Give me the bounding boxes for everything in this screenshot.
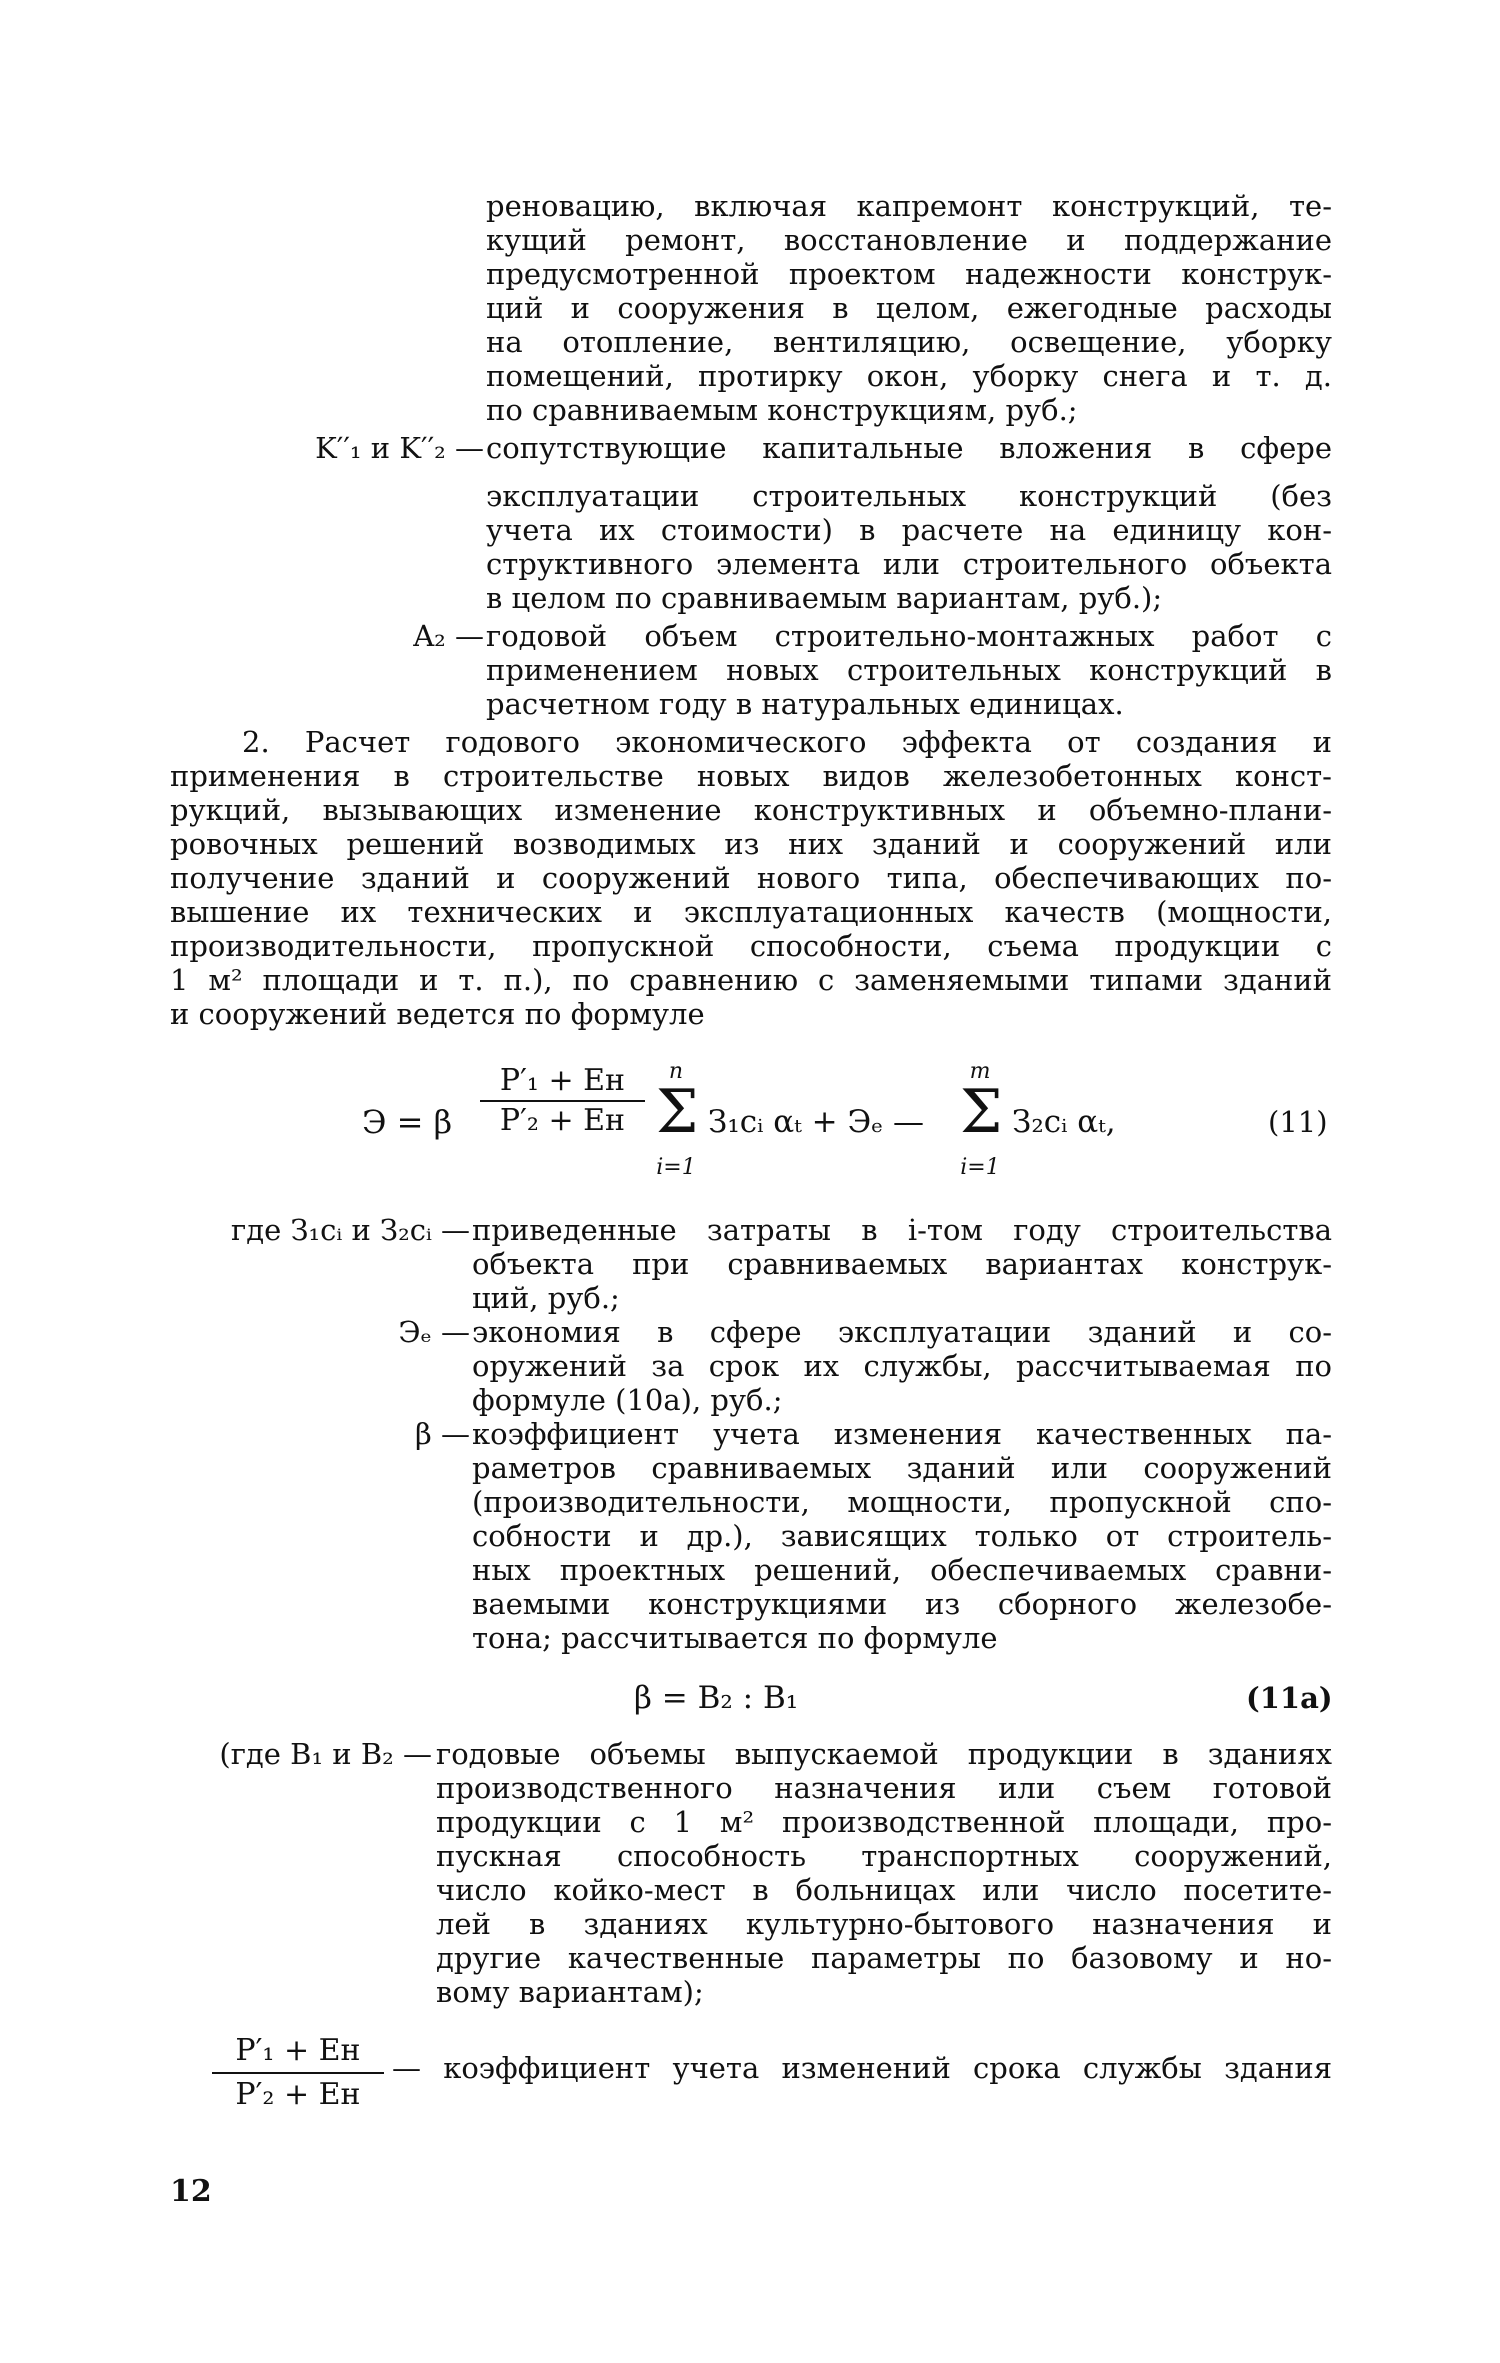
fraction-denominator: P′₂ + Eн [499,1103,626,1138]
text-line: на отопление, вентиляцию, освещение, уборку [486,325,1332,359]
beta-label: β — [415,1417,470,1451]
text-line: реновацию, включая капремонт конструкций, те- [486,189,1332,223]
where-label: где З₁cᵢ и З₂cᵢ — [231,1213,470,1247]
text-line: тона; рассчитывается по формуле [472,1621,998,1655]
text-line: другие качественные параметры по базовому и но- [436,1941,1332,1975]
text-line: продукции с 1 м² производственной площади, про- [436,1805,1332,1839]
text-line: пускная способность транспортных сооружений, [436,1839,1332,1873]
text-line: собности и др.), зависящих только от строитель- [472,1519,1332,1553]
fraction-numerator: P′₁ + Eн [235,2033,361,2068]
sum-sign: Σ [656,1077,699,1147]
text-line: ных проектных решений, обеспечиваемых сравни- [472,1553,1332,1587]
text-line: годовые объемы выпускаемой продукции в зданиях [436,1737,1332,1771]
sum-lower-limit: i=1 [656,1155,696,1180]
sum-lower-limit: i=1 [960,1155,1000,1180]
text-line: коэффициент учета изменения качественных па- [472,1417,1332,1451]
sum-sign: Σ [960,1077,1003,1147]
text-line: ваемыми конструкциями из сборного железобе- [472,1587,1332,1621]
text-line: вому вариантам); [436,1975,704,2009]
text-line: в целом по сравниваемым вариантам, руб.); [486,581,1163,615]
text-line: структивного элемента или строительного объекта [486,547,1332,581]
text-line: кущий ремонт, восстановление и поддержание [486,223,1332,257]
text-line: помещений, протирку окон, уборку снега и т. д. [486,359,1332,393]
text-line: и сооружений ведется по формуле [170,997,705,1031]
text-line: расчетном году в натуральных единицах. [486,687,1124,721]
text-line: число койко-мест в больницах или число посетите- [436,1873,1332,1907]
text-line: вышение их технических и эксплуатационных качеств (мощности, [170,895,1332,929]
text-line: учета их стоимости) в расчете на единицу кон- [486,513,1332,547]
text-line: 2. Расчет годового экономического эффекта от создания и [242,725,1332,759]
service-life-fraction [212,2030,384,2116]
text-line: формуле (10а), руб.; [472,1383,783,1417]
text-line: эксплуатации строительных конструкций (без [486,479,1332,513]
text-line: 1 м² площади и т. п.), по сравнению с заменяемыми типами зданий [170,963,1332,997]
formula-term: З₁cᵢ αₜ + Эₑ — [708,1104,925,1140]
text-line: годовой объем строительно-монтажных работ с [486,619,1332,653]
text-line: производительности, пропускной способности, съема продукции с [170,929,1332,963]
k-label: K′′₁ и K′′₂ — [315,431,484,465]
page-number: 12 [170,2174,212,2209]
equation-number: (11) [1268,1105,1328,1139]
text-line: ций и сооружения в целом, ежегодные расходы [486,291,1332,325]
text-line: применением новых строительных конструкций в [486,653,1332,687]
formula-fraction [480,1062,645,1140]
text-line: оружений за срок их службы, рассчитываемая по [472,1349,1332,1383]
text-line: производственного назначения или съем готовой [436,1771,1332,1805]
sum-upper-limit: n [668,1059,684,1084]
formula-lhs: Э = β [362,1103,453,1141]
b-label: (где B₁ и B₂ — [219,1737,432,1771]
text-line: сопутствующие капитальные вложения в сфере [486,431,1332,465]
text-line: приведенные затраты в i-том году строительства [472,1213,1332,1247]
sum-upper-limit: m [969,1059,991,1084]
text-line: ровочных решений возводимых из них зданий и сооружений или [170,827,1332,861]
text-line: лей в зданиях культурно-бытового назначения и [436,1907,1332,1941]
text-line: ций, руб.; [472,1281,620,1315]
ee-label: Эₑ — [398,1315,470,1349]
a2-label: A₂ — [413,619,484,653]
text-line: применения в строительстве новых видов железобетонных конст- [170,759,1332,793]
text-line: (производительности, мощности, пропускной спо- [472,1485,1332,1519]
text-line: по сравниваемым конструкциям, руб.; [486,393,1078,427]
text-line: рукций, вызывающих изменение конструктивных и объемно-плани- [170,793,1332,827]
formula-11a: β = B₂ : B₁ [634,1680,799,1716]
text-line: раметров сравниваемых зданий или сооружений [472,1451,1332,1485]
fraction-numerator: P′₁ + Eн [499,1063,626,1098]
text-line: получение зданий и сооружений нового типа, обеспечивающих по- [170,861,1332,895]
equation-number: (11a) [1246,1681,1333,1715]
fraction-denominator: P′₂ + Eн [235,2077,361,2112]
text-line: — коэффициент учета изменений срока службы здания [392,2051,1332,2085]
text-line: предусмотренной проектом надежности конструк- [486,257,1332,291]
text-line: экономия в сфере эксплуатации зданий и со- [472,1315,1332,1349]
text-line: объекта при сравниваемых вариантах конструк- [472,1247,1332,1281]
formula-term: З₂cᵢ αₜ, [1012,1104,1116,1140]
